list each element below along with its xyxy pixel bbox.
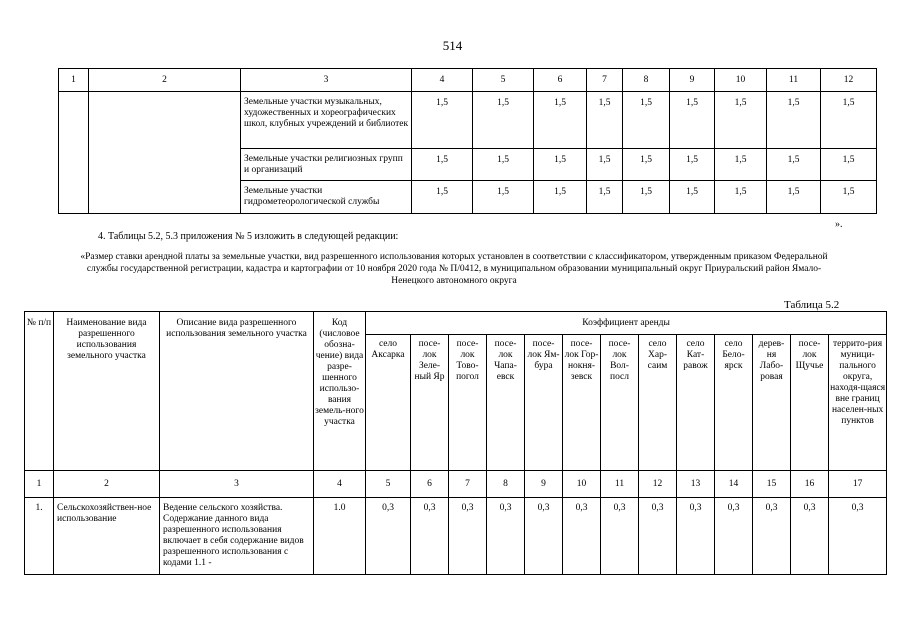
column-number: 2 xyxy=(54,471,160,498)
table-heading: «Размер ставки арендной платы за земельные участки, вид разрешенного использования которых установлен в соответствии с классификатором, утвержденным приказом Федеральной службы государственной регистрации, кадастра и картографии от 10 ноября 2020 года № П/0412, в муниципальном образовании муниципальный округ Приуральский район Ямало-Ненецкого автономного округа xyxy=(80,252,828,286)
amendment-instruction: 4. Таблицы 5.2, 5.3 приложения № 5 изложить в следующей редакции: xyxy=(98,231,399,242)
settlement-header: посе-лок Зеле-ный Яр xyxy=(411,335,449,471)
table-row xyxy=(59,92,877,149)
column-number: 13 xyxy=(677,471,715,498)
coefficient-value: 0,3 xyxy=(411,498,449,575)
settlement-header: посе-лок Чапа-евск xyxy=(487,335,525,471)
table1-col-number: 8 xyxy=(623,69,670,92)
table1-value: 1,5 xyxy=(821,149,877,181)
column-number: 6 xyxy=(411,471,449,498)
settlement-header: посе-лок Щучье xyxy=(791,335,829,471)
closing-quote: ». xyxy=(835,219,843,230)
coefficient-value: 0,3 xyxy=(525,498,563,575)
settlement-header: посе-лок Тово-погол xyxy=(449,335,487,471)
coefficient-value: 0,3 xyxy=(715,498,753,575)
table1-col-number: 12 xyxy=(821,69,877,92)
table1-empty-cell xyxy=(89,92,241,214)
header-name: Наименование вида разрешенного использования земельного участка xyxy=(54,312,160,471)
table1-value: 1,5 xyxy=(587,149,623,181)
table1-row-description: Земельные участки религиозных групп и организаций xyxy=(241,149,412,181)
coefficient-value: 0,3 xyxy=(753,498,791,575)
table1-value: 1,5 xyxy=(715,149,767,181)
table1-value: 1,5 xyxy=(623,92,670,149)
column-number: 8 xyxy=(487,471,525,498)
settlement-header: посе-лок Гор-нокня-зевск xyxy=(563,335,601,471)
table1-value: 1,5 xyxy=(623,149,670,181)
table1-col-number: 2 xyxy=(89,69,241,92)
coefficient-value: 0,3 xyxy=(829,498,887,575)
table1-value: 1,5 xyxy=(715,92,767,149)
settlement-header: террито-рия муници-пального округа, находя-щаяся вне границ населен-ных пунктов xyxy=(829,335,887,471)
table1-header-row xyxy=(59,69,877,92)
table1-value: 1,5 xyxy=(670,181,715,214)
table1-value: 1,5 xyxy=(473,181,534,214)
table-continuation xyxy=(58,68,877,214)
coefficient-value: 0,3 xyxy=(366,498,411,575)
column-number: 1 xyxy=(25,471,54,498)
table1-value: 1,5 xyxy=(412,149,473,181)
header-coefficient: Коэффициент аренды xyxy=(366,312,887,335)
page-number: 514 xyxy=(442,38,463,53)
header-no: № п/п xyxy=(25,312,54,471)
table1-value: 1,5 xyxy=(670,92,715,149)
table1-value: 1,5 xyxy=(587,92,623,149)
row-code: 1.0 xyxy=(314,498,366,575)
table1-col-number: 4 xyxy=(412,69,473,92)
settlement-header: посе-лок Ям-бура xyxy=(525,335,563,471)
column-number: 7 xyxy=(449,471,487,498)
row-number: 1. xyxy=(25,498,54,575)
table1-value: 1,5 xyxy=(767,181,821,214)
table1-value: 1,5 xyxy=(534,181,587,214)
coefficient-value: 0,3 xyxy=(639,498,677,575)
column-number: 14 xyxy=(715,471,753,498)
coefficient-value: 0,3 xyxy=(677,498,715,575)
column-number: 4 xyxy=(314,471,366,498)
settlement-header: село Хар-саим xyxy=(639,335,677,471)
coefficient-value: 0,3 xyxy=(791,498,829,575)
table1-row-description: Земельные участки гидрометеорологической службы xyxy=(241,181,412,214)
table-row xyxy=(25,498,887,575)
table1-col-number: 11 xyxy=(767,69,821,92)
coefficient-value: 0,3 xyxy=(563,498,601,575)
column-number: 9 xyxy=(525,471,563,498)
coefficient-value: 0,3 xyxy=(601,498,639,575)
coefficient-value: 0,3 xyxy=(487,498,525,575)
table2-numbering-row xyxy=(25,471,887,498)
table1-empty-cell xyxy=(59,92,89,214)
table1-value: 1,5 xyxy=(587,181,623,214)
table1-value: 1,5 xyxy=(534,92,587,149)
table2-header-row xyxy=(25,312,887,335)
column-number: 11 xyxy=(601,471,639,498)
table1-col-number: 1 xyxy=(59,69,89,92)
table1-value: 1,5 xyxy=(412,181,473,214)
table1-value: 1,5 xyxy=(670,149,715,181)
table1-row-description: Земельные участки музыкальных, художественных и хореографических школ, клубных учреждений и библиотек xyxy=(241,92,412,149)
table1-col-number: 5 xyxy=(473,69,534,92)
column-number: 17 xyxy=(829,471,887,498)
column-number: 10 xyxy=(563,471,601,498)
table-caption: Таблица 5.2 xyxy=(784,299,840,311)
column-number: 12 xyxy=(639,471,677,498)
column-number: 5 xyxy=(366,471,411,498)
table1-value: 1,5 xyxy=(473,149,534,181)
settlement-header: посе-лок Вол-посл xyxy=(601,335,639,471)
coefficient-value: 0,3 xyxy=(449,498,487,575)
table1-value: 1,5 xyxy=(412,92,473,149)
table1-value: 1,5 xyxy=(767,92,821,149)
table1-col-number: 7 xyxy=(587,69,623,92)
table1-col-number: 3 xyxy=(241,69,412,92)
settlement-header: дерев-ня Лабо-ровая xyxy=(753,335,791,471)
table1-value: 1,5 xyxy=(767,149,821,181)
settlement-header: село Кат-равож xyxy=(677,335,715,471)
table1-col-number: 6 xyxy=(534,69,587,92)
table1-value: 1,5 xyxy=(821,92,877,149)
column-number: 3 xyxy=(160,471,314,498)
header-description: Описание вида разрешенного использования земельного участка xyxy=(160,312,314,471)
header-code: Код (числовое обозна-чение) вида разре-шенного использо-вания земель-ного участка xyxy=(314,312,366,471)
table-5-2 xyxy=(24,311,887,575)
table1-value: 1,5 xyxy=(534,149,587,181)
table1-col-number: 9 xyxy=(670,69,715,92)
table1-col-number: 10 xyxy=(715,69,767,92)
column-number: 16 xyxy=(791,471,829,498)
table1-value: 1,5 xyxy=(623,181,670,214)
table1-value: 1,5 xyxy=(821,181,877,214)
row-description: Ведение сельского хозяйства. Содержание данного вида разрешенного использования включает в себя содержание видов разрешенного использования с кодами 1.1 - xyxy=(160,498,314,575)
table1-value: 1,5 xyxy=(473,92,534,149)
settlement-header: село Аксарка xyxy=(366,335,411,471)
table1-value: 1,5 xyxy=(715,181,767,214)
row-name: Сельскохозяйствен-ное использование xyxy=(54,498,160,575)
settlement-header: село Бело-ярск xyxy=(715,335,753,471)
column-number: 15 xyxy=(753,471,791,498)
